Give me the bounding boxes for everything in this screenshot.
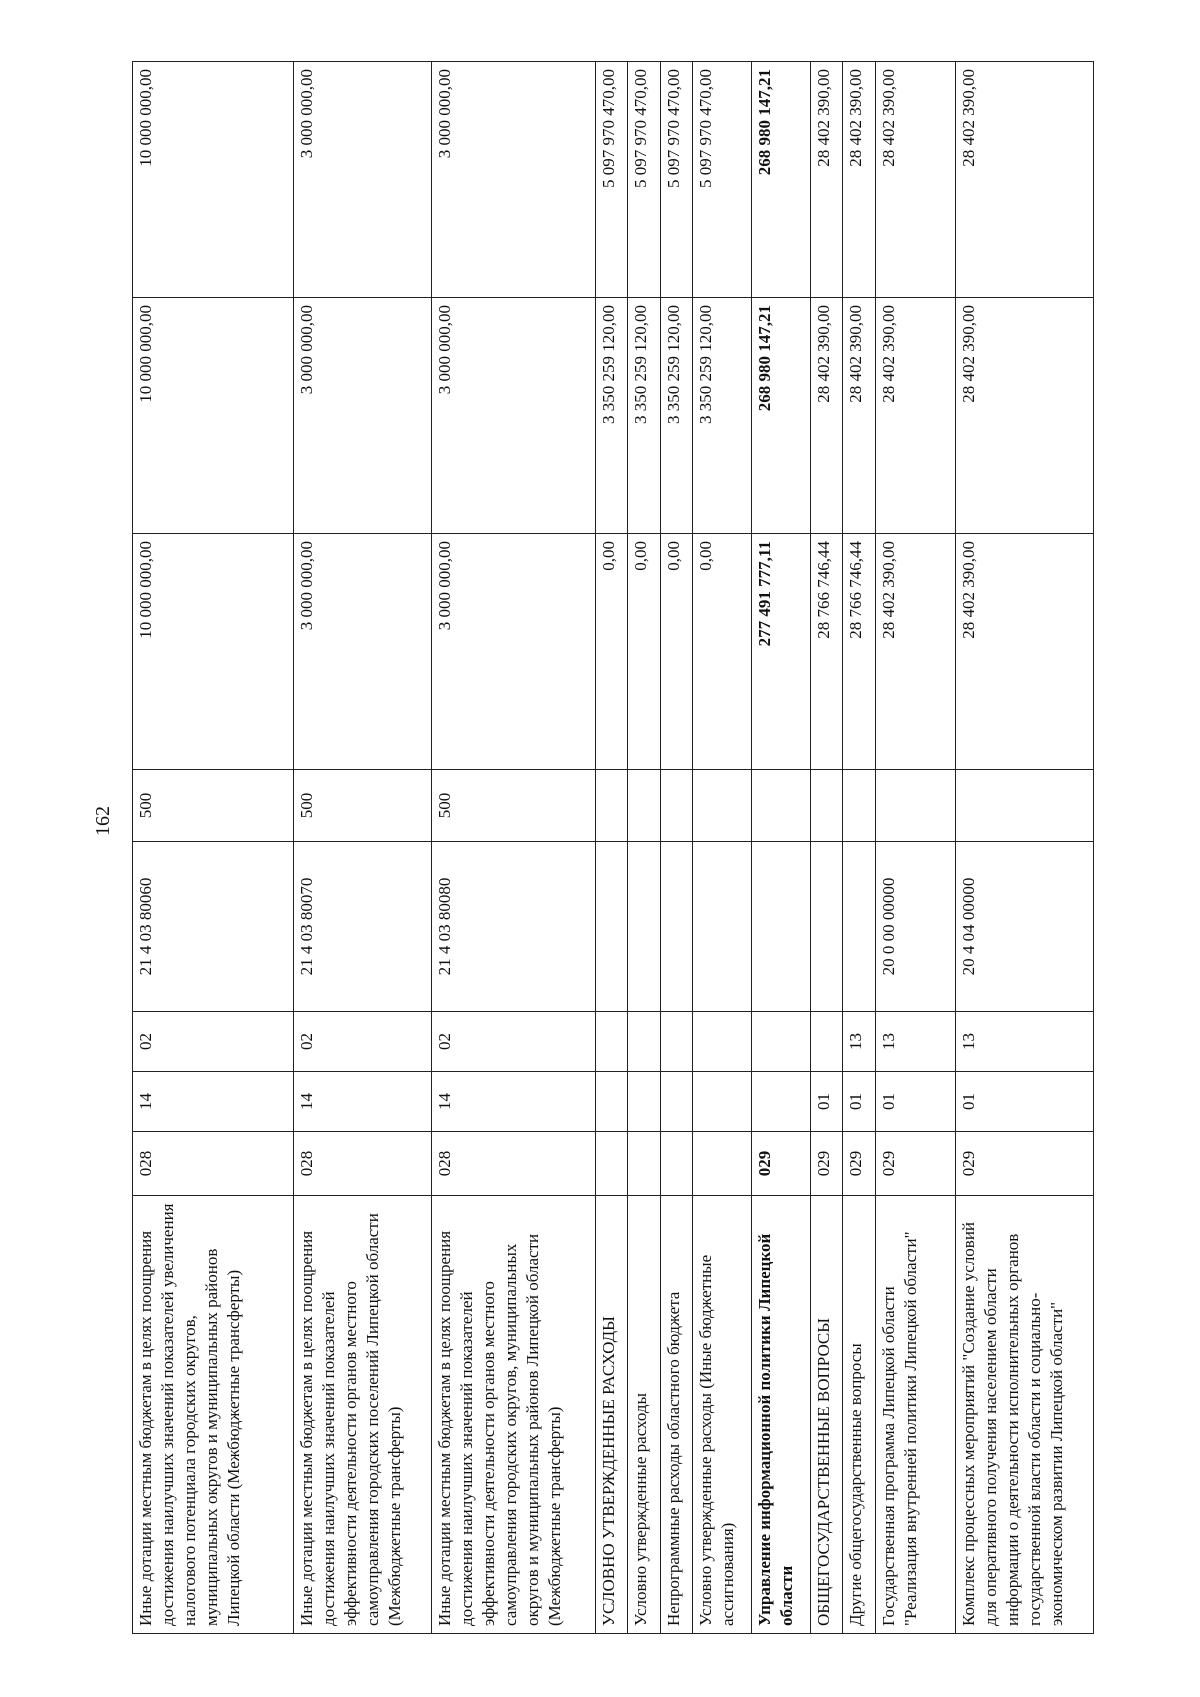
amount-year-3: 10 000 000,00 (133, 62, 294, 298)
row-name: Иные дотации местным бюджетам в целях поощрения достижения наилучших значений показателей увеличения налогового потенциала городских округов, муниципальных округов и муниципальных районов Липецкой области (Межбюджетные трансферты) (133, 1196, 294, 1634)
expense-type-code: 500 (431, 770, 595, 842)
table-row (955, 62, 1093, 1634)
amount-year-1: 28 766 746,44 (843, 534, 875, 770)
budget-table (132, 61, 1094, 1634)
subsection-code (628, 1012, 660, 1072)
table-row (596, 62, 628, 1634)
section-code (752, 1072, 811, 1132)
amount-year-2: 28 402 390,00 (843, 298, 875, 534)
amount-year-1: 28 402 390,00 (875, 534, 955, 770)
section-code: 01 (843, 1072, 875, 1132)
admin-code: 028 (293, 1132, 431, 1196)
amount-year-3: 268 980 147,21 (752, 62, 811, 298)
row-name: Государственная программа Липецкой области "Реализация внутренней политики Липецкой области" (875, 1196, 955, 1634)
subsection-code: 02 (293, 1012, 431, 1072)
amount-year-3: 28 402 390,00 (955, 62, 1093, 298)
admin-code: 028 (133, 1132, 294, 1196)
table-row (660, 62, 692, 1634)
amount-year-2: 28 402 390,00 (810, 298, 842, 534)
table-row (293, 62, 431, 1634)
table-row (693, 62, 752, 1634)
amount-year-1: 28 402 390,00 (955, 534, 1093, 770)
rotated-table-container (132, 62, 1094, 1634)
expense-type-code: 500 (293, 770, 431, 842)
admin-code (660, 1132, 692, 1196)
row-name: Комплекс процессных мероприятий "Создание условий для оперативного получения населением области информации о деятельности исполнительных органов государственной власти области и социально-экономическом развитии Липецкой области" (955, 1196, 1093, 1634)
table-row (843, 62, 875, 1634)
amount-year-3: 28 402 390,00 (875, 62, 955, 298)
target-article-code (810, 842, 842, 1012)
row-name: Иные дотации местным бюджетам в целях поощрения достижения наилучших значений показателей эффективности деятельности органов местного самоуправления городских поселений Липецкой области (Межбюджетные трансферты) (293, 1196, 431, 1634)
section-code (693, 1072, 752, 1132)
target-article-code (660, 842, 692, 1012)
amount-year-1: 0,00 (628, 534, 660, 770)
amount-year-2: 3 350 259 120,00 (628, 298, 660, 534)
subsection-code (660, 1012, 692, 1072)
target-article-code (693, 842, 752, 1012)
table-row (628, 62, 660, 1634)
amount-year-1: 0,00 (693, 534, 752, 770)
target-article-code: 20 4 04 00000 (955, 842, 1093, 1012)
table-row (875, 62, 955, 1634)
subsection-code: 02 (431, 1012, 595, 1072)
section-code: 01 (810, 1072, 842, 1132)
section-code: 14 (431, 1072, 595, 1132)
table-row (133, 62, 294, 1634)
amount-year-3: 28 402 390,00 (810, 62, 842, 298)
row-name: Условно утвержденные расходы (628, 1196, 660, 1634)
amount-year-1: 0,00 (660, 534, 692, 770)
subsection-code (810, 1012, 842, 1072)
expense-type-code (955, 770, 1093, 842)
amount-year-3: 5 097 970 470,00 (660, 62, 692, 298)
amount-year-3: 5 097 970 470,00 (596, 62, 628, 298)
row-name: Непрограммные расходы областного бюджета (660, 1196, 692, 1634)
expense-type-code (752, 770, 811, 842)
admin-code (596, 1132, 628, 1196)
amount-year-2: 28 402 390,00 (875, 298, 955, 534)
row-name: УСЛОВНО УТВЕРЖДЕННЫЕ РАСХОДЫ (596, 1196, 628, 1634)
subsection-code: 13 (875, 1012, 955, 1072)
page-number: 162 (92, 806, 114, 836)
target-article-code: 20 0 00 00000 (875, 842, 955, 1012)
section-code: 14 (293, 1072, 431, 1132)
row-name: Условно утвержденные расходы (Иные бюджетные ассигнования) (693, 1196, 752, 1634)
subsection-code: 02 (133, 1012, 294, 1072)
row-name: Управление информационной политики Липецкой области (752, 1196, 811, 1634)
amount-year-2: 3 350 259 120,00 (596, 298, 628, 534)
expense-type-code (843, 770, 875, 842)
target-article-code (752, 842, 811, 1012)
budget-table-body (133, 62, 1094, 1634)
section-code: 14 (133, 1072, 294, 1132)
amount-year-1: 3 000 000,00 (431, 534, 595, 770)
amount-year-2: 3 350 259 120,00 (693, 298, 752, 534)
subsection-code: 13 (843, 1012, 875, 1072)
subsection-code: 13 (955, 1012, 1093, 1072)
expense-type-code (628, 770, 660, 842)
admin-code: 028 (431, 1132, 595, 1196)
row-name: Другие общегосударственные вопросы (843, 1196, 875, 1634)
amount-year-3: 3 000 000,00 (293, 62, 431, 298)
subsection-code (693, 1012, 752, 1072)
target-article-code (628, 842, 660, 1012)
row-name: ОБЩЕГОСУДАРСТВЕННЫЕ ВОПРОСЫ (810, 1196, 842, 1634)
expense-type-code: 500 (133, 770, 294, 842)
target-article-code: 21 4 03 80080 (431, 842, 595, 1012)
amount-year-1: 277 491 777,11 (752, 534, 811, 770)
amount-year-2: 3 000 000,00 (293, 298, 431, 534)
amount-year-3: 5 097 970 470,00 (693, 62, 752, 298)
expense-type-code (693, 770, 752, 842)
row-name: Иные дотации местным бюджетам в целях поощрения достижения наилучших значений показателей эффективности деятельности органов местного самоуправления городских округов, муниципальных округов и муниципальных районов Липецкой области (Межбюджетные трансферты) (431, 1196, 595, 1634)
admin-code: 029 (843, 1132, 875, 1196)
amount-year-1: 10 000 000,00 (133, 534, 294, 770)
amount-year-2: 10 000 000,00 (133, 298, 294, 534)
target-article-code (596, 842, 628, 1012)
amount-year-3: 5 097 970 470,00 (628, 62, 660, 298)
admin-code: 029 (810, 1132, 842, 1196)
amount-year-2: 3 350 259 120,00 (660, 298, 692, 534)
subsection-code (596, 1012, 628, 1072)
amount-year-1: 3 000 000,00 (293, 534, 431, 770)
section-code (596, 1072, 628, 1132)
admin-code (693, 1132, 752, 1196)
target-article-code: 21 4 03 80060 (133, 842, 294, 1012)
section-code: 01 (955, 1072, 1093, 1132)
amount-year-1: 28 766 746,44 (810, 534, 842, 770)
section-code (660, 1072, 692, 1132)
amount-year-3: 28 402 390,00 (843, 62, 875, 298)
admin-code: 029 (752, 1132, 811, 1196)
amount-year-2: 268 980 147,21 (752, 298, 811, 534)
target-article-code (843, 842, 875, 1012)
table-row (431, 62, 595, 1634)
section-code (628, 1072, 660, 1132)
target-article-code: 21 4 03 80070 (293, 842, 431, 1012)
expense-type-code (596, 770, 628, 842)
expense-type-code (810, 770, 842, 842)
expense-type-code (660, 770, 692, 842)
amount-year-3: 3 000 000,00 (431, 62, 595, 298)
admin-code (628, 1132, 660, 1196)
expense-type-code (875, 770, 955, 842)
amount-year-1: 0,00 (596, 534, 628, 770)
admin-code: 029 (875, 1132, 955, 1196)
subsection-code (752, 1012, 811, 1072)
table-row (810, 62, 842, 1634)
amount-year-2: 28 402 390,00 (955, 298, 1093, 534)
amount-year-2: 3 000 000,00 (431, 298, 595, 534)
section-code: 01 (875, 1072, 955, 1132)
table-row (752, 62, 811, 1634)
admin-code: 029 (955, 1132, 1093, 1196)
